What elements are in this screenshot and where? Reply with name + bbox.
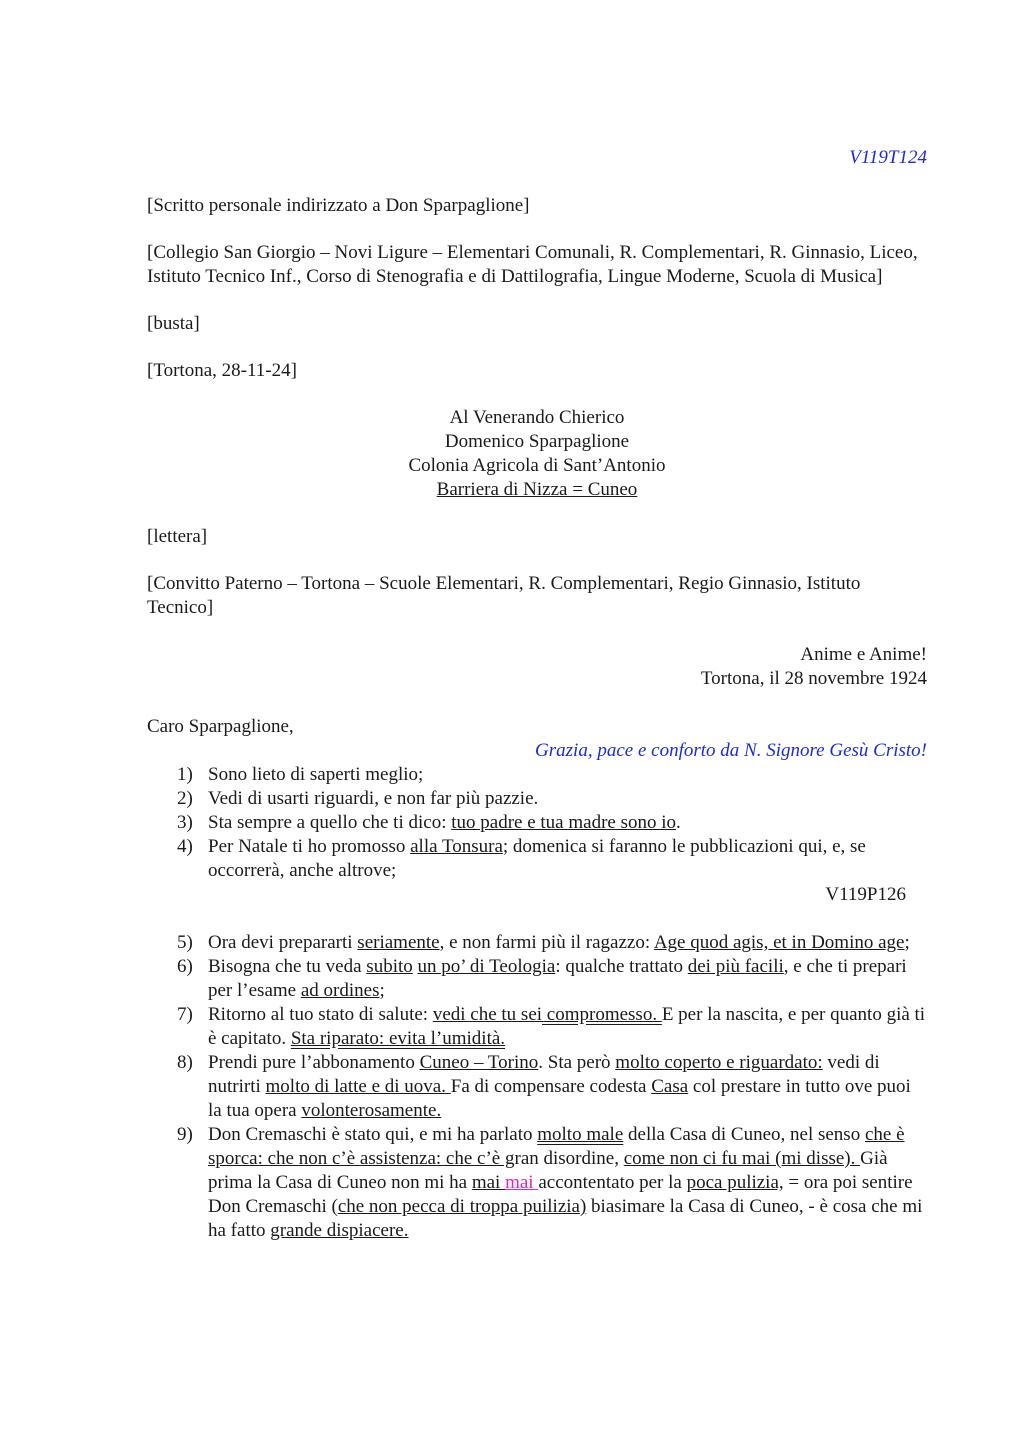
- list-item-text: biasimare la Casa di Cuneo, - è cosa che mi ha fatto: [208, 1196, 923, 1241]
- list-item-text: Prendi pure l’abbonamento: [208, 1052, 420, 1073]
- list-item-text: : qualche trattato: [555, 956, 688, 977]
- list-item: [147, 1003, 927, 1051]
- list-item: [147, 787, 927, 811]
- underlined-text: compromesso.: [542, 1004, 662, 1025]
- list-item: [147, 1051, 927, 1123]
- numbered-list: [147, 763, 927, 883]
- list-item-text: Ritorno al tuo stato di salute:: [208, 1004, 433, 1025]
- list-item-number: 8): [177, 1052, 193, 1073]
- address-city: Barriera di Nizza = Cuneo: [436, 479, 638, 500]
- place-date: Tortona, il 28 novembre 1924: [700, 668, 927, 689]
- motto-block: [147, 643, 927, 691]
- underlined-text: Cuneo – Torino: [419, 1052, 539, 1073]
- list-item-text: = ora poi sentire Don Cremaschi (: [208, 1172, 913, 1217]
- list-item-text: , e che ti prepari per l’esame: [208, 956, 907, 1001]
- underlined-text: tuo padre e tua madre sono io: [451, 812, 676, 833]
- address-line: Al Venerando Chierico: [449, 407, 625, 428]
- underlined-text: Age quod agis, et in Domino age: [653, 932, 905, 953]
- underlined-text: dei più facili: [687, 956, 784, 977]
- list-item-number: 4): [177, 836, 193, 857]
- underlined-text: volonterosamente.: [301, 1100, 442, 1121]
- underlined-text: molto di latte e di uova.: [265, 1076, 451, 1097]
- letterhead-collegio: [Collegio San Giorgio – Novi Ligure – Elementari Comunali, R. Complementari, R. Ginnasio, Liceo, Istituto Tecnico Inf., Corso di Stenografia e di Dattilografia, Lingue Moderne, Scuola di Musica]: [147, 242, 918, 287]
- underlined-text: Sta riparato: evita l’umidità.: [290, 1028, 506, 1049]
- list-item-text: . Sta però: [538, 1052, 616, 1073]
- underlined-text: come non ci fu mai (mi disse).: [623, 1148, 861, 1169]
- list-item-text: Sta sempre a quello che ti dico:: [208, 812, 452, 833]
- list-item-text: Sono lieto di saperti meglio;: [208, 764, 424, 785]
- letterhead-convitto: [Convitto Paterno – Tortona – Scuole Elementari, R. Complementari, Regio Ginnasio, Istituto Tecnico]: [147, 573, 861, 618]
- list-item-number: 1): [177, 764, 193, 785]
- underlined-text: poca pulizia,: [686, 1172, 784, 1193]
- greeting-motto: Grazia, pace e conforto da N. Signore Gesù Cristo!: [535, 740, 927, 761]
- underlined-text: ad ordines: [300, 980, 380, 1001]
- document-reference: V119T124: [849, 147, 927, 168]
- list-item-text: Per Natale ti ho promosso: [208, 836, 411, 857]
- list-item-text: ran disordine,: [514, 1148, 624, 1169]
- list-item-text: Ora devi prepararti: [208, 932, 358, 953]
- list-item-text: Don Cremaschi è stato qui, e mi ha parlato: [208, 1124, 538, 1145]
- address-line: Domenico Sparpaglione: [444, 431, 630, 452]
- list-item-text: Bisogna che tu veda: [208, 956, 367, 977]
- list-item: [147, 835, 927, 883]
- list-item-text: col prestare in tutto ove puoi la tua opera: [208, 1076, 911, 1121]
- underlined-text: molto male: [537, 1124, 624, 1145]
- envelope-label: [busta]: [147, 313, 200, 334]
- list-item-text: E per la nascita, e per quanto già ti è capitato.: [208, 1004, 926, 1049]
- list-item-text: ;: [379, 980, 385, 1001]
- underlined-text: subito: [366, 956, 413, 977]
- list-item-number: 5): [177, 932, 193, 953]
- underlined-text: Casa: [651, 1076, 689, 1097]
- letter-label: [lettera]: [147, 526, 208, 547]
- list-item: [147, 811, 927, 835]
- list-item: [147, 931, 927, 955]
- underlined-text: mai: [505, 1172, 539, 1193]
- salutation: Caro Sparpaglione,: [147, 716, 294, 737]
- list-item: [147, 763, 927, 787]
- underlined-text: un po’ di Teologia: [417, 956, 556, 977]
- underlined-text: seriamente: [357, 932, 440, 953]
- list-item-text: accontentato per la: [538, 1172, 687, 1193]
- list-item-text: Fa di compensare codesta: [450, 1076, 652, 1097]
- recipient-address: [147, 406, 927, 502]
- list-item-text: Già prima la Casa di Cuneo non mi ha: [208, 1148, 888, 1193]
- list-item-text: della Casa di Cuneo, nel senso: [623, 1124, 865, 1145]
- list-item-number: 6): [177, 956, 193, 977]
- address-line: Colonia Agricola di Sant’Antonio: [408, 455, 666, 476]
- motto: Anime e Anime!: [800, 644, 927, 665]
- underlined-text: mai: [471, 1172, 506, 1193]
- list-item-text: , e non farmi più il ragazzo:: [439, 932, 654, 953]
- underlined-text: che non pecca di troppa puilizia): [337, 1196, 587, 1217]
- list-item-text: .: [676, 812, 681, 833]
- numbered-list: [147, 931, 927, 1243]
- underlined-text: vedi che tu sei: [432, 1004, 543, 1025]
- header-note: [Scritto personale indirizzato a Don Sparpaglione]: [147, 195, 530, 216]
- list-item-text: ;: [904, 932, 910, 953]
- underlined-text: che è sporca: che non c’è assistenza: che c’è g: [208, 1124, 905, 1169]
- letter-content: [147, 146, 927, 1243]
- underlined-text: alla Tonsura: [410, 836, 503, 857]
- underlined-text: molto coperto e riguardato:: [615, 1052, 823, 1073]
- list-item-number: 7): [177, 1004, 193, 1025]
- underlined-text: grande dispiacere.: [270, 1220, 409, 1241]
- list-item-text: Vedi di usarti riguardi, e non far più pazzie.: [208, 788, 539, 809]
- list-item: [147, 1123, 927, 1243]
- list-item-number: 9): [177, 1124, 193, 1145]
- list-item-number: 2): [177, 788, 193, 809]
- envelope-date: [Tortona, 28-11-24]: [147, 360, 297, 381]
- list-item: [147, 955, 927, 1003]
- page-reference: V119P126: [825, 884, 906, 905]
- list-item-number: 3): [177, 812, 193, 833]
- list-item-text: vedi di nutrirti: [208, 1052, 880, 1097]
- list-item-text: ; domenica si faranno le pubblicazioni qui, e, se occorrerà, anche altrove;: [208, 836, 866, 881]
- address-line: [147, 478, 927, 502]
